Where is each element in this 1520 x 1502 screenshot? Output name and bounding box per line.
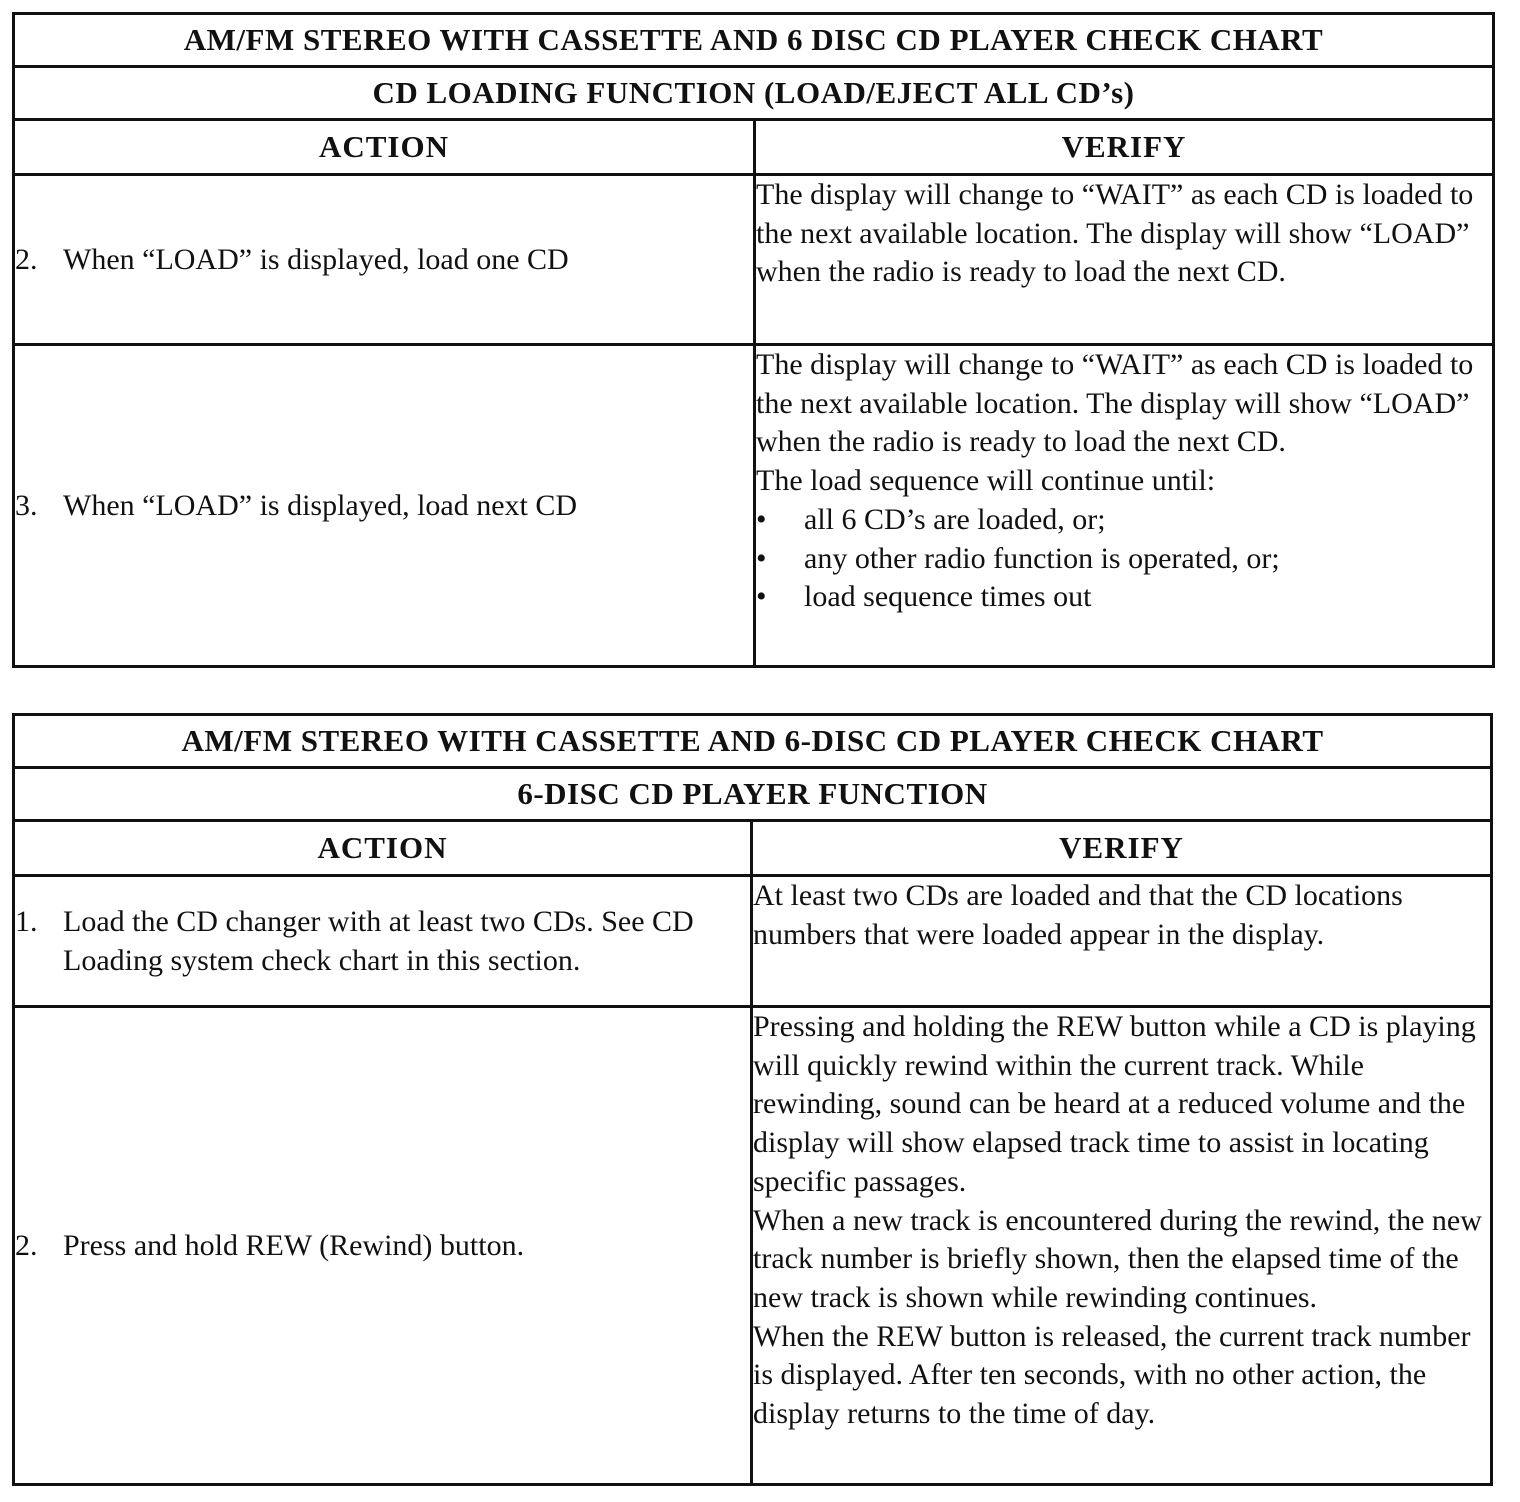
check-chart-6-disc-cd-player — [12, 713, 1493, 1486]
bullet-icon: • — [756, 502, 767, 536]
list-item-text: any other radio function is operated, or; — [804, 541, 1280, 575]
list-item — [756, 501, 1492, 540]
action-cell — [14, 175, 755, 345]
verify-text: The display will change to “WAIT” as each CD is loaded to the next available location. The display will show “LOAD” when the radio is ready to load the next CD. — [756, 178, 1474, 289]
list-item — [756, 578, 1492, 617]
list-item-text: load sequence times out — [804, 580, 1092, 614]
verify-text: When the REW button is released, the current track number is displayed. After ten seconds, with no other action, the display returns to the time of day. — [753, 1319, 1471, 1431]
table-row — [14, 345, 1494, 667]
bullet-icon: • — [756, 580, 767, 614]
action-column-header: ACTION — [14, 821, 752, 876]
table-row — [14, 1007, 1492, 1485]
action-cell — [14, 345, 755, 667]
check-chart-cd-loading — [12, 12, 1495, 668]
verify-text: The display will change to “WAIT” as each CD is loaded to the next available location. The display will show “LOAD” when the radio is ready to load the next CD. — [756, 348, 1474, 459]
step-number: 2. — [15, 243, 38, 276]
chart-subtitle: 6-DISC CD PLAYER FUNCTION — [14, 768, 1492, 821]
verify-text: Pressing and holding the REW button while a CD is playing will quickly rewind within the current track. While rewinding, sound can be heard at a reduced volume and the display will show elapsed track time to assist in locating specific passages. — [753, 1010, 1476, 1198]
list-item-text: all 6 CD’s are loaded, or; — [804, 502, 1106, 536]
chart-title: AM/FM STEREO WITH CASSETTE AND 6 DISC CD PLAYER CHECK CHART — [14, 14, 1494, 67]
verify-cell — [755, 175, 1494, 345]
action-text: When “LOAD” is displayed, load next CD — [63, 489, 578, 522]
step-number: 2. — [15, 1229, 38, 1262]
list-item — [756, 540, 1492, 579]
verify-cell — [752, 1007, 1492, 1485]
step-number: 1. — [15, 905, 38, 938]
verify-cell — [755, 345, 1494, 667]
table-row — [14, 175, 1494, 345]
action-cell — [14, 1007, 752, 1485]
step-number: 3. — [15, 489, 38, 522]
action-column-header: ACTION — [14, 120, 755, 175]
action-text: Load the CD changer with at least two CDs. See CD Loading system check chart in this section. — [63, 905, 694, 977]
verify-text: The load sequence will continue until: — [756, 464, 1216, 498]
verify-column-header: VERIFY — [752, 821, 1492, 876]
condition-list — [756, 501, 1492, 617]
verify-column-header: VERIFY — [755, 120, 1494, 175]
verify-text: When a new track is encountered during the rewind, the new track number is briefly shown, then the elapsed time of the new track is shown while rewinding continues. — [753, 1203, 1482, 1314]
verify-cell — [752, 876, 1492, 1007]
chart-title: AM/FM STEREO WITH CASSETTE AND 6-DISC CD PLAYER CHECK CHART — [14, 715, 1492, 768]
chart-subtitle: CD LOADING FUNCTION (LOAD/EJECT ALL CD’s) — [14, 67, 1494, 120]
action-text: When “LOAD” is displayed, load one CD — [63, 243, 569, 276]
verify-text: At least two CDs are loaded and that the CD locations numbers that were loaded appear in the display. — [753, 879, 1403, 951]
bullet-icon: • — [756, 541, 767, 575]
action-cell — [14, 876, 752, 1007]
table-row — [14, 876, 1492, 1007]
action-text: Press and hold REW (Rewind) button. — [63, 1229, 525, 1262]
